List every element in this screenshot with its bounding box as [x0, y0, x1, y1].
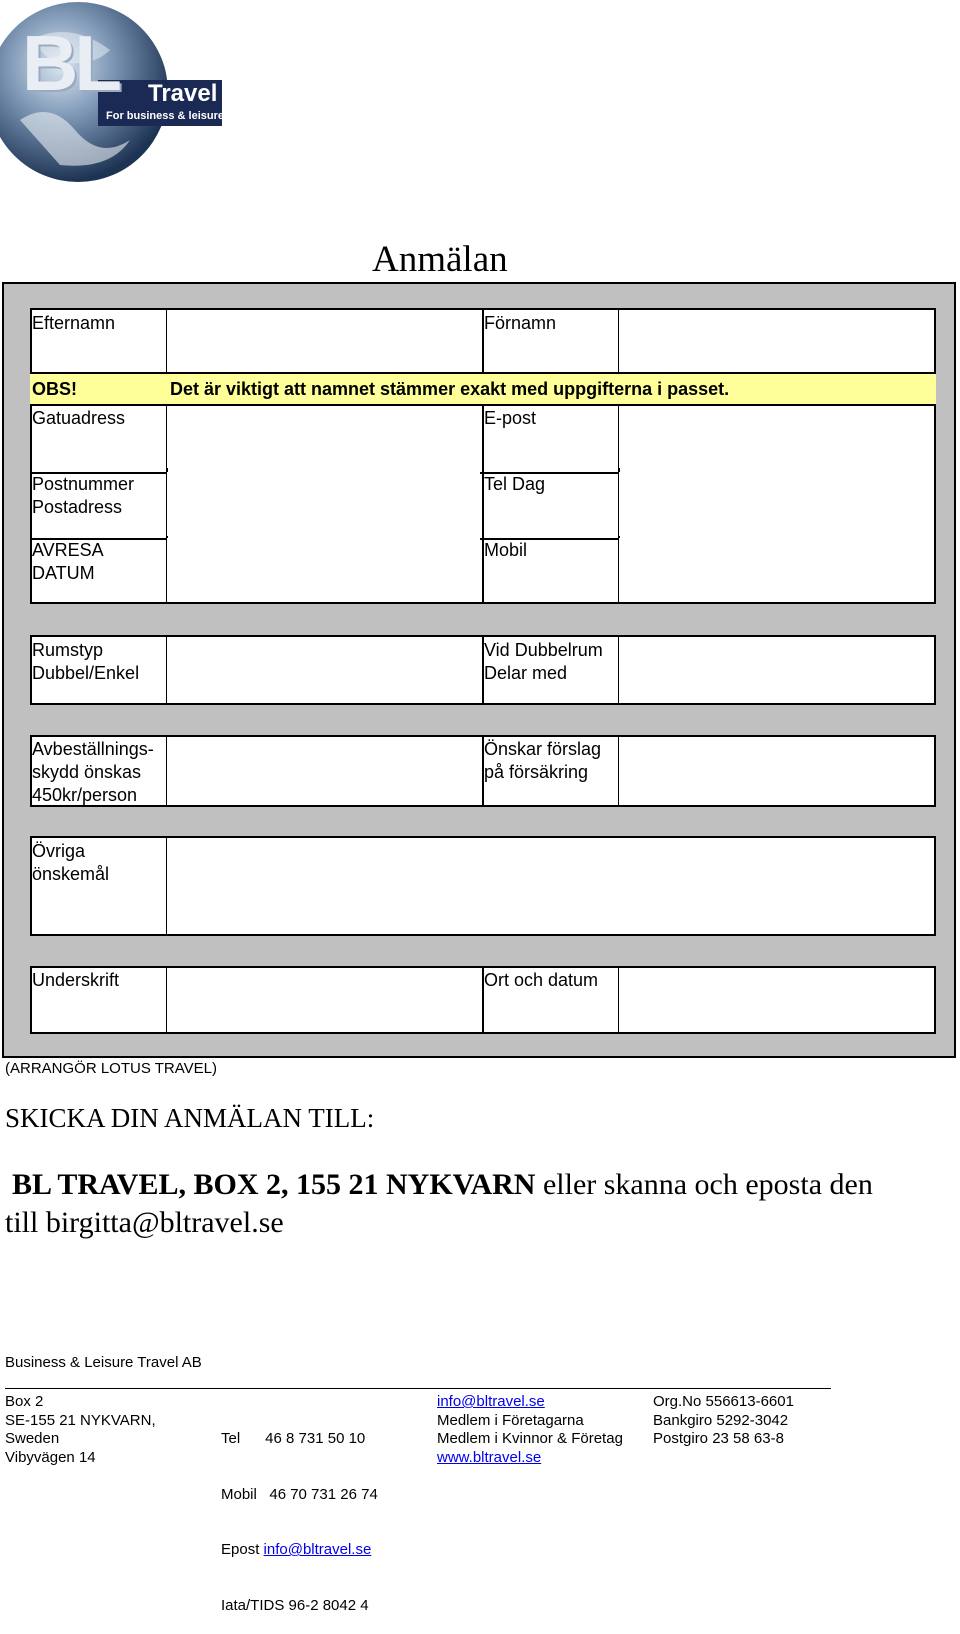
obs-text: Det är viktigt att namnet stämmer exakt med uppgifterna i passet.: [170, 379, 730, 399]
footer-phone: [221, 1393, 378, 1634]
send-heading: SKICKA DIN ANMÄLAN TILL:: [5, 1103, 375, 1133]
footer-divider: [5, 1388, 831, 1389]
efternamn-label: Efternamn: [32, 313, 116, 333]
footer-line: [221, 1541, 378, 1560]
epost-label: E-post: [484, 408, 537, 428]
footer-line: Sweden: [5, 1430, 60, 1447]
footer-line: Mobil 46 70 731 26 74: [221, 1485, 378, 1503]
footer-line: SE-155 21 NYKVARN,: [5, 1411, 156, 1429]
logo-brand: Travel: [148, 80, 218, 107]
gatuadress-label: Gatuadress: [32, 408, 126, 428]
postnummer-field[interactable]: [167, 472, 480, 536]
mobil-label: Mobil: [484, 540, 528, 560]
footer-line: Postgiro 23 58 63-8: [653, 1430, 784, 1447]
footer-website-link[interactable]: www.bltravel.se: [437, 1448, 542, 1466]
page-title: Anmälan: [372, 239, 508, 280]
footer-membership: [437, 1393, 623, 1467]
efternamn-field[interactable]: [167, 310, 480, 372]
tel-dag-field[interactable]: [619, 472, 934, 536]
forsakring-field[interactable]: [619, 737, 934, 805]
postnummer-label: Postnummer Postadress: [32, 474, 135, 517]
mobil-field[interactable]: [619, 538, 934, 602]
gatuadress-field[interactable]: [167, 406, 480, 468]
logo-tagline: For business & leisure: [106, 110, 224, 122]
arranger-note: (ARRANGÖR LOTUS TRAVEL): [5, 1060, 217, 1077]
mail-address-rest: eller skanna och eposta den: [535, 1168, 873, 1201]
email-address-line: till birgitta@bltravel.se: [5, 1206, 284, 1239]
footer-line: Bankgiro 5292-3042: [653, 1411, 789, 1429]
footer-line: Tel 46 8 731 50 10: [221, 1430, 366, 1447]
footer-line: Vibyvägen 14: [5, 1448, 96, 1466]
rumstyp-label: Rumstyp Dubbel/Enkel: [32, 640, 140, 683]
avbestallning-label: Avbeställnings- skydd önskas 450kr/person: [32, 739, 154, 805]
footer-email-link[interactable]: info@bltravel.se: [437, 1393, 545, 1410]
epost-prefix: Epost: [221, 1541, 264, 1558]
footer-email-link[interactable]: info@bltravel.se: [263, 1541, 372, 1558]
underskrift-label: Underskrift: [32, 970, 120, 990]
footer-bank: [653, 1393, 794, 1449]
avresa-field[interactable]: [167, 538, 480, 602]
underskrift-field[interactable]: [167, 968, 480, 1032]
rumstyp-field[interactable]: [167, 637, 480, 703]
bl-travel-logo: [0, 0, 225, 185]
footer-line: Medlem i Kvinnor & Företag: [437, 1430, 623, 1447]
dubbelrum-label: Vid Dubbelrum Delar med: [484, 640, 603, 683]
ovriga-label: Övriga önskemål: [32, 841, 110, 884]
obs-notice-row: [30, 374, 936, 404]
dubbelrum-field[interactable]: [619, 637, 934, 703]
fornamn-field[interactable]: [619, 310, 934, 372]
forsakring-label: Önskar förslag på försäkring: [484, 739, 602, 782]
avresa-label: AVRESA DATUM: [32, 540, 104, 583]
footer-line: Iata/TIDS 96-2 8042 4: [221, 1596, 369, 1614]
ovriga-field[interactable]: [167, 838, 934, 934]
company-name: Business & Leisure Travel AB: [5, 1354, 202, 1371]
tel-dag-label: Tel Dag: [484, 474, 546, 494]
footer-address: [5, 1393, 156, 1467]
ort-datum-field[interactable]: [619, 968, 934, 1032]
mail-address-line: [12, 1168, 873, 1202]
footer-line: Medlem i Företagarna: [437, 1411, 584, 1429]
obs-label: OBS!: [32, 379, 77, 399]
logo-big-text: BL: [22, 19, 118, 107]
ort-datum-label: Ort och datum: [484, 970, 599, 990]
footer-line: Org.No 556613-6601: [653, 1393, 794, 1410]
avbestallning-field[interactable]: [167, 737, 480, 805]
epost-field[interactable]: [619, 406, 934, 468]
fornamn-label: Förnamn: [484, 313, 557, 333]
mail-address: BL TRAVEL, BOX 2, 155 21 NYKVARN: [12, 1168, 536, 1201]
footer-line: Box 2: [5, 1393, 44, 1410]
